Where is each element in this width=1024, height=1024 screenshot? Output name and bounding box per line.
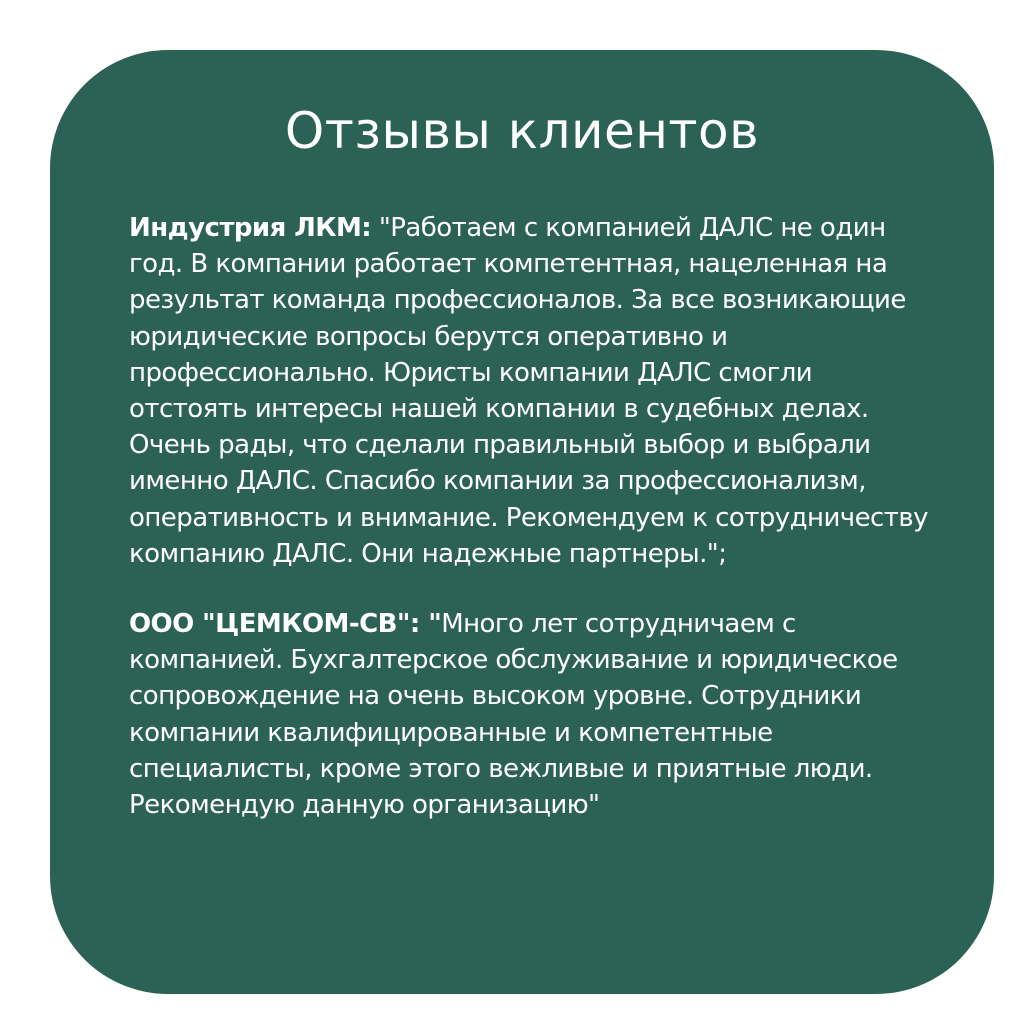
reviews-card <box>50 50 994 994</box>
review-item <box>129 210 929 572</box>
page-title: Отзывы клиентов <box>284 102 760 160</box>
review-text: Много лет сотрудничаем с компанией. Бухгалтерское обслуживание и юридическое сопровождение на очень высоком уровне. Сотрудники компании квалифицированные и компетентные специалисты, кроме этого вежливые и приятные люди. Рекомендую данную организацию" <box>129 609 898 821</box>
reviews-list <box>129 210 929 857</box>
review-author: ООО "ЦЕМКОМ-СВ": " <box>129 609 442 640</box>
review-item <box>129 606 929 823</box>
review-author: Индустрия ЛКМ: <box>129 213 372 243</box>
review-text: "Работаем с компанией ДАЛС не один год. В компании работает компетентная, нацеленная на результат команда профессионалов. За все возникающие юридические вопросы берутся оперативно и профессионально. Юристы компании ДАЛС смогли отстоять интересы нашей компании в судебных делах. Очень рады, что сделали правильный выбор и выбрали именно ДАЛС. Спасибо компании за профессионализм, оперативность и внимание. Рекомендуем к сотрудничеству компанию ДАЛС. Они надежные партнеры."; <box>129 213 929 569</box>
